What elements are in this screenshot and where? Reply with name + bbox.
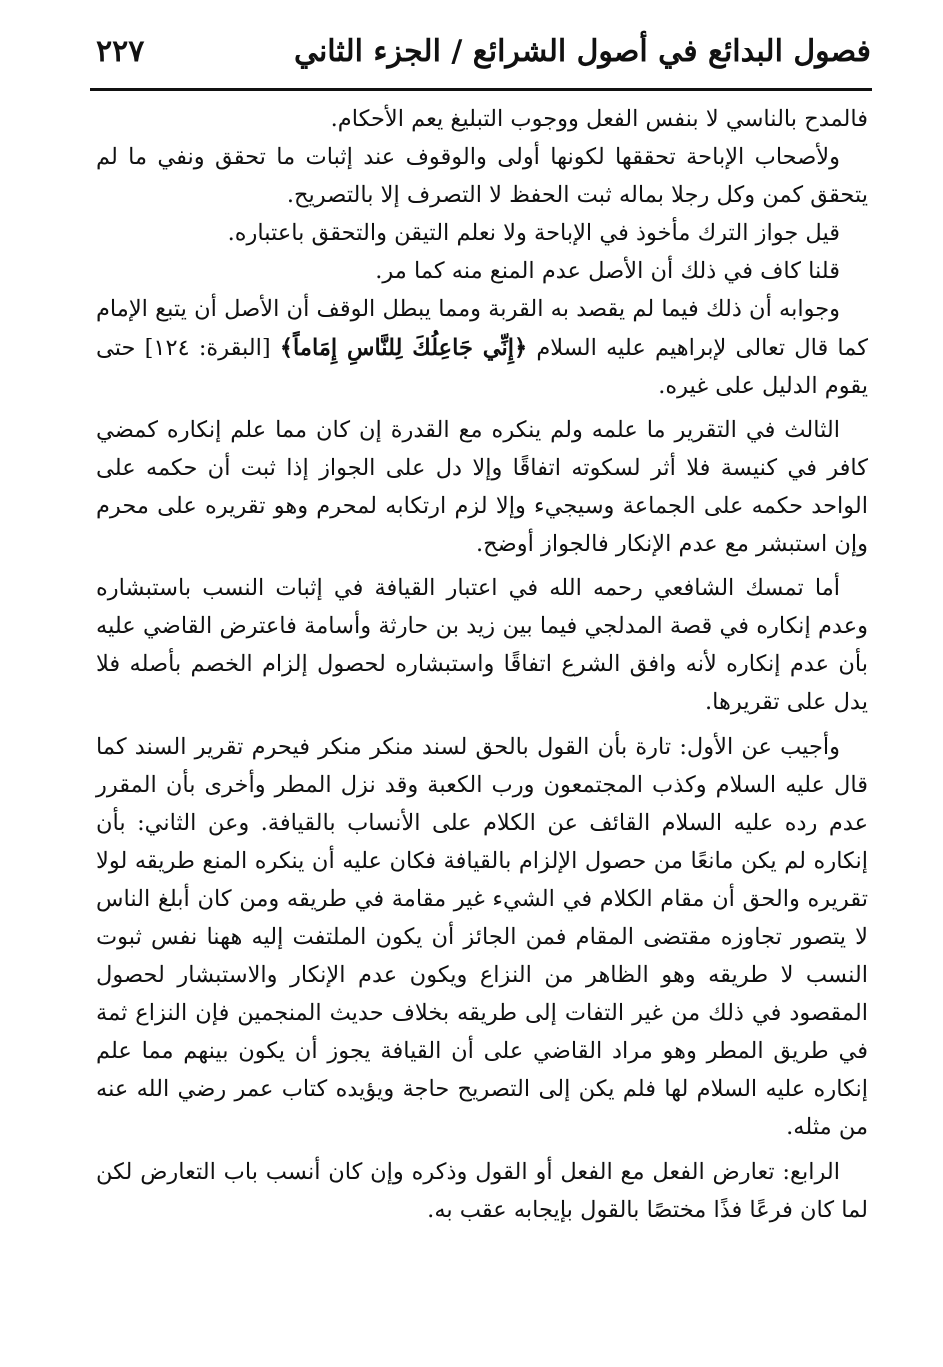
paragraph: الثالث في التقرير ما علمه ولم ينكره مع القدرة إن كان مما علم إنكاره كمضي كافر في كنيسة فلا أثر لسكوته اتفاقًا وإلا دل على الجواز إذا ثبت أن حكمه على الواحد حكمه على الجماعة وسيجيء وإلا لزم ارتكابه لمحرم وهو تقريره على محرم وإن استبشر مع عدم الإنكار فالجواز أوضح. <box>96 416 868 558</box>
running-header <box>90 28 871 86</box>
paragraph-with-verse <box>96 290 868 404</box>
header-title: فصول البدائع في أصول الشرائع / الجزء الثاني <box>293 34 871 69</box>
verse-citation: [البقرة: ١٢٤] حتى يقوم الدليل على غيره. <box>96 334 868 399</box>
paragraph: قيل جواز الترك مأخوذ في الإباحة ولا نعلم التيقن والتحقق باعتباره. <box>227 220 840 247</box>
page-number: ٢٢٧ <box>96 34 145 69</box>
paragraph-text: وجوابه أن ذلك فيما لم يقصد به القربة ومما يبطل الوقف أن الأصل أن يتبع الإمام كما قال تعالى لإبراهيم عليه السلام <box>96 296 869 361</box>
page-body <box>96 100 868 1229</box>
quran-verse: ﴿إِنِّي جَاعِلُكَ لِلنَّاسِ إِمَاماً﴾ <box>279 334 528 361</box>
paragraph: وأجيب عن الأول: تارة بأن القول بالحق لسند منكر منكر فيحرم تقرير السند كما قال عليه السلام وكذب المجتمعون ورب الكعبة وقد نزل المطر وأخرى بأن المقرر عدم رده عليه السلام القائف عن الكلام على الأنساب بالقيافة. وعن الثاني: بأن إنكاره لم يكن مانعًا من حصول الإلزام بالقيافة فكان عليه أن ينكره المنع طريقه لولا تقريره والحق أن مقام الكلام في الشيء غير مقامة في طريقه ومن كان أبلغ الناس لا يتصور تجاوزه مقتضى المقام فمن الجائز أن يكون الملتفت إليه ههنا نفس ثبوت النسب لا طريقه وهو الظاهر من النزاع ويكون عدم الإنكار والاستبشار لحصول المقصود في ذلك من غير التفات إلى طريقه بخلاف حديث المنجمين فإن النزاع ثمة في طريق المطر وهو مراد القاضي على أن القيافة يجوز أن يكون بينهم مما علم إنكاره عليه السلام لها فلم يكن إلى التصريح حاجة ويؤيده كتاب عمر رضي الله عنه من مثله. <box>96 733 868 1141</box>
paragraph: أما تمسك الشافعي رحمه الله في اعتبار القيافة في إثبات النسب باستبشاره وعدم إنكاره في قصة المدلجي فيما بين زيد بن حارثة وأسامة فاعترض القاضي عليه بأن عدم إنكاره لأنه وافق الشرع اتفاقًا واستبشاره لحصول إلزام الخصم بأصله فلا يدل على تقريرها. <box>96 575 868 716</box>
paragraph: ولأصحاب الإباحة تحققها لكونها أولى والوقوف عند إثبات ما تحقق ونفي ما لم يتحقق كمن وكل رجلا بماله ثبت الحفظ لا التصرف إلا بالتصريح. <box>96 144 868 209</box>
paragraph: فالمدح بالناسي لا بنفس الفعل ووجوب التبليغ يعم الأحكام. <box>330 106 868 132</box>
header-rule <box>90 88 872 91</box>
paragraph: قلنا كاف في ذلك أن الأصل عدم المنع منه كما مر. <box>375 258 840 285</box>
paragraph: الرابع: تعارض الفعل مع الفعل أو القول وذكره وإن كان أنسب باب التعارض لكن لما كان فرعًا فذًا مختصًا بالقول بإيجابه عقب به. <box>96 1158 868 1223</box>
